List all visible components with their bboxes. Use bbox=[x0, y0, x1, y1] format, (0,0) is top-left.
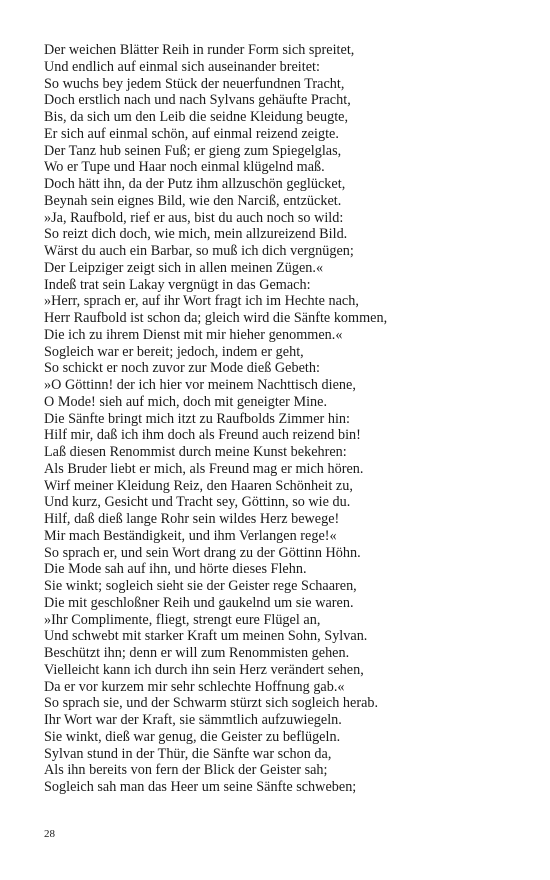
poem-line: Die Sänfte bringt mich itzt zu Raufbolds Zimmer hin: bbox=[44, 410, 351, 427]
poem-line: Bis, da sich um den Leib die seidne Kleidung beugte, bbox=[44, 109, 349, 125]
poem-line: Der weichen Blätter Reih in runder Form sich spreitet, bbox=[44, 42, 355, 58]
poem-line: So sprach er, und sein Wort drang zu der Göttinn Höhn. bbox=[44, 544, 361, 561]
poem-line: Und kurz, Gesicht und Tracht sey, Göttinn, so wie du. bbox=[44, 494, 351, 511]
poem-line: Als ihn bereits von fern der Blick der Geister sah; bbox=[44, 762, 328, 779]
poem-line: »Herr, sprach er, auf ihr Wort fragt ich im Hechte nach, bbox=[44, 293, 359, 310]
poem-line: Beynah sein eignes Bild, wie den Narciß, entzücket. bbox=[44, 192, 342, 209]
poem-line: So sprach sie, und der Schwarm stürzt sich sogleich herab. bbox=[44, 695, 379, 712]
poem-line: So reizt dich doch, wie mich, mein allzureizend Bild. bbox=[44, 226, 348, 243]
poem-line: Und schwebt mit starker Kraft um meinen Sohn, Sylvan. bbox=[44, 628, 368, 645]
poem-line: Da er vor kurzem mir sehr schlechte Hoffnung gab.« bbox=[44, 678, 345, 695]
poem-line: Der Tanz hub seinen Fuß; er gieng zum Spiegelglas, bbox=[44, 142, 342, 159]
poem-text bbox=[44, 42, 524, 796]
poem-line: Laß diesen Renommist durch meine Kunst bekehren: bbox=[44, 444, 347, 460]
poem-line: Sie winkt, dieß war genug, die Geister zu beflügeln. bbox=[44, 728, 341, 745]
poem-line: Wärst du auch ein Barbar, so muß ich dich vergnügen; bbox=[44, 243, 354, 259]
poem-line: Hilf mir, daß ich ihm doch als Freund auch reizend bin! bbox=[44, 427, 361, 444]
poem-line: Doch erstlich nach und nach Sylvans gehäufte Pracht, bbox=[44, 92, 351, 109]
poem-line: So wuchs bey jedem Stück der neuerfundnen Tracht, bbox=[44, 75, 345, 92]
poem-line: Mir mach Beständigkeit, und ihm Verlangen rege!« bbox=[44, 527, 337, 544]
poem-line: Die Mode sah auf ihn, und hörte dieses Flehn. bbox=[44, 561, 307, 578]
poem-line: Wirf meiner Kleidung Reiz, den Haaren Schönheit zu, bbox=[44, 477, 353, 494]
poem-line: Als Bruder liebt er mich, als Freund mag er mich hören. bbox=[44, 460, 364, 477]
poem-line: So schickt er noch zuvor zur Mode dieß Gebeth: bbox=[44, 360, 320, 377]
poem-line: Sylvan stund in der Thür, die Sänfte war schon da, bbox=[44, 745, 332, 762]
poem-line: Sogleich war er bereit; jedoch, indem er geht, bbox=[44, 343, 304, 360]
poem-line: Doch hätt ihn, da der Putz ihm allzuschön geglücket, bbox=[44, 176, 346, 192]
poem-line: Herr Raufbold ist schon da; gleich wird die Sänfte kommen, bbox=[44, 310, 388, 326]
poem-line: Ihr Wort war der Kraft, sie sämmtlich aufzuwiegeln. bbox=[44, 712, 342, 728]
poem-line: Die ich zu ihrem Dienst mit mir hieher genommen.« bbox=[44, 326, 343, 343]
poem-line: »Ja, Raufbold, rief er aus, bist du auch noch so wild: bbox=[44, 209, 344, 226]
poem-line: Die mit geschloßner Reih und gaukelnd um sie waren. bbox=[44, 594, 354, 611]
poem-line: Und endlich auf einmal sich auseinander breitet: bbox=[44, 58, 320, 75]
poem-line: Beschützt ihn; denn er will zum Renommisten gehen. bbox=[44, 645, 350, 661]
poem-line: Sie winkt; sogleich sieht sie der Geister rege Schaaren, bbox=[44, 578, 357, 594]
poem-line: Hilf, daß dieß lange Rohr sein wildes Herz bewege! bbox=[44, 511, 340, 527]
poem-line: Der Leipziger zeigt sich in allen meinen Zügen.« bbox=[44, 259, 324, 276]
poem-line: O Mode! sieh auf mich, doch mit geneigter Mine. bbox=[44, 393, 328, 410]
poem-line: Indeß trat sein Lakay vergnügt in das Gemach: bbox=[44, 276, 311, 293]
poem-line: Vielleicht kann ich durch ihn sein Herz verändert sehen, bbox=[44, 661, 364, 678]
poem-line: Wo er Tupe und Haar noch einmal klügelnd maß. bbox=[44, 159, 325, 176]
poem-line: »O Göttinn! der ich hier vor meinem Nachttisch diene, bbox=[44, 377, 356, 393]
poem-line: »Ihr Complimente, fliegt, strengt eure Flügel an, bbox=[44, 611, 321, 628]
poem-line: Er sich auf einmal schön, auf einmal reizend zeigte. bbox=[44, 125, 339, 142]
poem-line: Sogleich sah man das Heer um seine Sänfte schweben; bbox=[44, 779, 357, 795]
page-number: 28 bbox=[44, 828, 55, 840]
